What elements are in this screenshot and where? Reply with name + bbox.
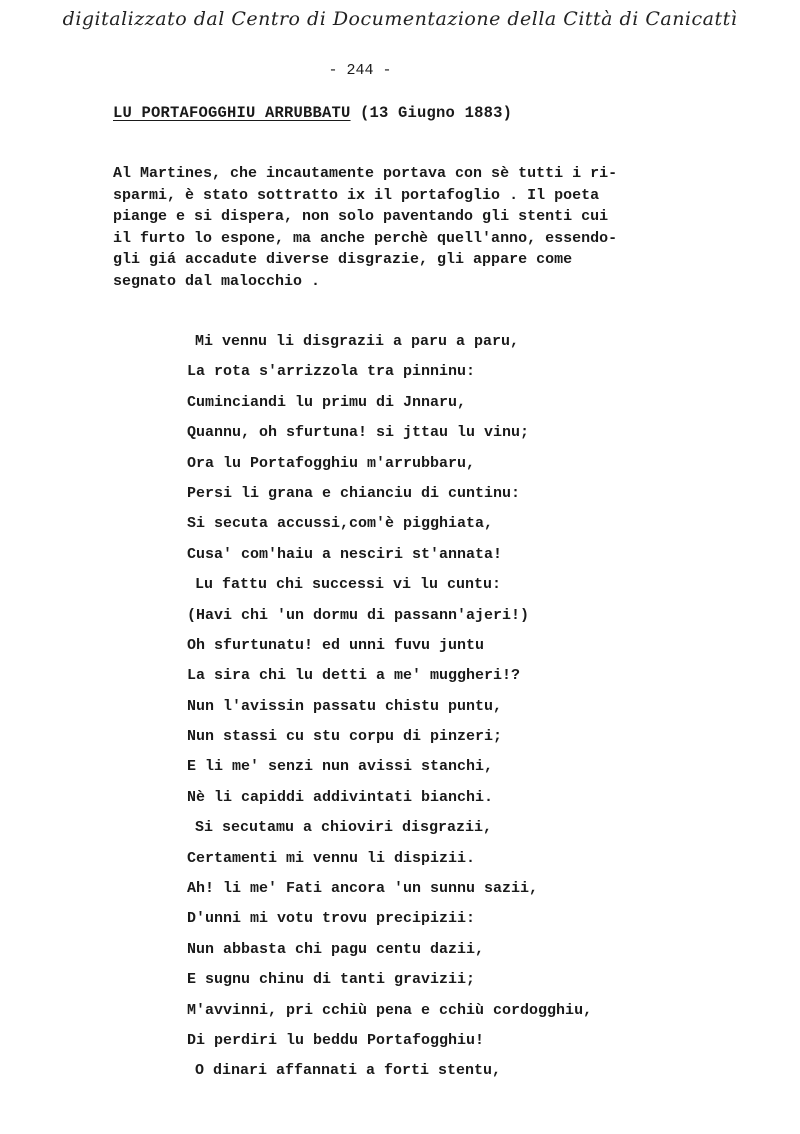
poem-line: Nun stassi cu stu corpu di pinzeri;: [187, 728, 503, 746]
poem-line: O dinari affannati a forti stentu,: [195, 1062, 502, 1080]
poem-title-main: LU PORTAFOGGHIU ARRUBBATU: [113, 104, 351, 122]
intro-line: piange e si dispera, non solo paventando gli stenti cui: [113, 208, 609, 225]
poem-line: Nun abbasta chi pagu centu dazii,: [187, 940, 485, 958]
poem-line: Mi vennu li disgrazii a paru a paru,: [195, 333, 520, 350]
poem-line: E sugnu chinu di tanti gravizii;: [187, 971, 476, 989]
poem-line: Cuminciandi lu primu di Jnnaru,: [187, 393, 467, 411]
intro-paragraph: [113, 163, 713, 292]
poem-line: Si secutamu a chioviri disgrazii,: [195, 819, 493, 837]
intro-line: il furto lo espone, ma anche perchè quell'anno, essendo-: [113, 229, 618, 247]
poem-line: M'avvinni, pri cchiù pena e cchiù cordogghiu,: [187, 1001, 593, 1019]
poem-line: Nè li capiddi addivintati bianchi.: [187, 788, 494, 806]
intro-line: segnato dal malocchio .: [113, 272, 321, 290]
poem-line: Di perdiri lu beddu Portafogghiu!: [187, 1031, 485, 1049]
digitization-header: digitalizzato dal Centro di Documentazione della Città di Canicattì: [62, 8, 738, 30]
poem-line: D'unni mi votu trovu precipizii:: [187, 910, 476, 928]
intro-line: gli giá accadute diverse disgrazie, gli appare come: [113, 251, 573, 268]
poem-line: Persi li grana e chianciu di cuntinu:: [187, 484, 521, 502]
poem-line: (Havi chi 'un dormu di passann'ajeri!): [187, 606, 530, 624]
poem-body: [187, 327, 592, 1087]
intro-line: sparmi, è stato sottratto ix il portafoglio . Il poeta: [113, 186, 600, 204]
poem-line: Cusa' com'haiu a nesciri st'annata!: [187, 545, 503, 563]
poem-line: Ora lu Portafogghiu m'arrubbaru,: [187, 454, 476, 472]
poem-line: Lu fattu chi successi vi lu cuntu:: [195, 576, 502, 594]
poem-line: Certamenti mi vennu li dispizii.: [187, 849, 476, 867]
poem-title-date: (13 Giugno 1883): [350, 104, 513, 122]
poem-line: Ah! li me' Fati ancora 'un sunnu sazii,: [187, 880, 539, 898]
poem-line: La rota s'arrizzola tra pinninu:: [187, 363, 476, 381]
poem-line: Si secuta accussi,com'è pigghiata,: [187, 515, 494, 533]
poem-line: Quannu, oh sfurtuna! si jttau lu vinu;: [187, 424, 530, 442]
intro-line: Al Martines, che incautamente portava con sè tutti i ri-: [113, 165, 618, 182]
poem-line: E li me' senzi nun avissi stanchi,: [187, 758, 494, 776]
poem-line: Oh sfurtunatu! ed unni fuvu juntu: [187, 636, 485, 654]
page-number: - 244 -: [328, 62, 392, 79]
poem-line: La sira chi lu detti a me' muggheri!?: [187, 667, 521, 685]
poem-line: Nun l'avissin passatu chistu puntu,: [187, 697, 503, 715]
poem-title: [113, 104, 512, 122]
